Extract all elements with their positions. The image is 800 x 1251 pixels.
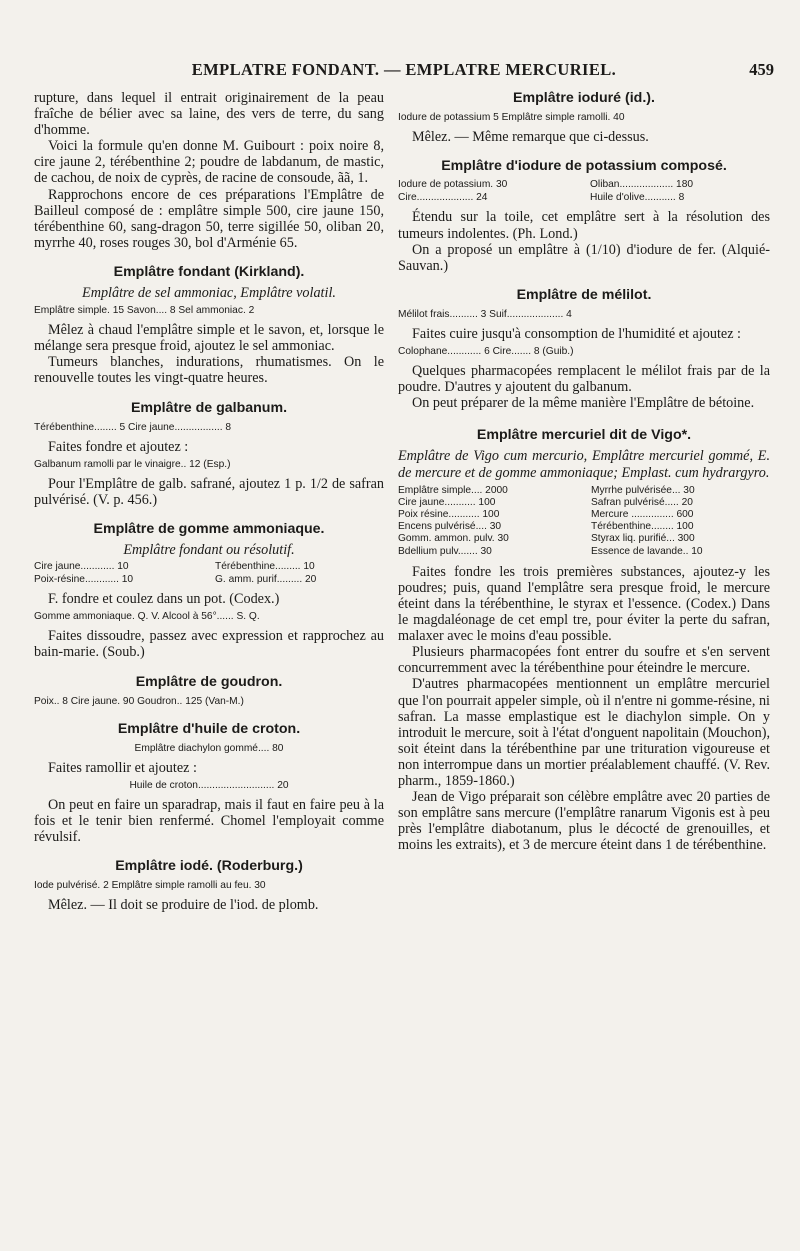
ingredient-item: G. amm. purif......... 20 <box>215 573 317 585</box>
ingredient-item: Bdellium pulv....... 30 <box>398 545 492 557</box>
ingredient-line: Galbanum ramolli par le vinaigre.. 12 (Esp.) <box>34 458 231 470</box>
section-heading: Emplâtre d'iodure de potassium composé. <box>441 158 727 175</box>
paragraph: rupture, dans lequel il entrait originairement de la peau fraîche de bélier avec sa laine, des vers de terre, du sang d'homme. <box>34 90 384 139</box>
ingredient-item: Cire jaune............ 10 <box>34 561 129 573</box>
paragraph: Jean de Vigo préparait son célèbre emplâtre avec 20 parties de son emplâtre sans mercure (l'emplâtre ranarum Vigonis est à peu près l'emplâtre diabotanum, plus le décocté de grenouilles, et moins les extraits), et 3 de mercure éteint dans 1 de térébenthine. <box>398 789 770 854</box>
ingredient-line: Térébenthine........ 5 Cire jaune................. 8 <box>34 421 232 433</box>
ingredient-line: Huile de croton........................... 20 <box>129 779 289 791</box>
section-heading: Emplâtre d'huile de croton. <box>117 720 301 737</box>
paragraph: Mêlez à chaud l'emplâtre simple et le savon, et, lorsque le mélange sera presque froid, ajoutez le sel ammoniac. <box>34 322 384 355</box>
ingredient-item: Cire jaune........... 100 <box>398 496 496 508</box>
section-subtitle: Emplâtre de sel ammoniac, Emplâtre volatil. <box>82 285 336 302</box>
paragraph: Faites ramollir et ajoutez : <box>48 759 197 776</box>
ingredient-item: Poix-résine............ 10 <box>34 573 134 585</box>
ingredient-item: Safran pulvérisé..... 20 <box>591 496 693 508</box>
paragraph: Étendu sur la toile, cet emplâtre sert à la résolution des tumeurs indolentes. (Ph. Lond.) <box>398 209 770 242</box>
paragraph: On a proposé un emplâtre à (1/10) d'iodure de fer. (Alquié-Sauvan.) <box>398 241 770 274</box>
ingredient-item: Térébenthine........ 100 <box>591 521 694 533</box>
paragraph: D'autres pharmacopées mentionnent un emplâtre mercuriel que l'on pourrait appeler simple, où il n'entre ni gomme-résine, ni safran. La masse emplastique est le diachylon simple. On y introduit le mercure, soit à l'état d'onguent napolitain (Mouchon), soit éteint dans la térébenthine par une trituration vigoureuse et non interrompue dans un mortier préalablement chauffé. (V. Rev. pharm., 1859-1860.) <box>398 676 770 790</box>
ingredient-item: Encens pulvérisé.... 30 <box>398 521 502 533</box>
paragraph: Plusieurs pharmacopées font entrer du soufre et s'en servent concurremment avec la térébenthine pour éteindre le mercure. <box>398 644 770 677</box>
section-heading: Emplâtre mercuriel dit de Vigo*. <box>476 427 692 444</box>
ingredient-table <box>398 179 770 204</box>
ingredient-line: Iode pulvérisé. 2 Emplâtre simple ramolli au feu. 30 <box>34 880 266 892</box>
ingredient-item: Cire.................... 24 <box>398 191 488 203</box>
paragraph: Rapprochons encore de ces préparations l'Emplâtre de Bailleul composé de : emplâtre simple 500, cire jaune 150, térébenthine 60, sang-dragon 50, terre sigillée 50, oliban 20, myrrhe 40, roses rouges 30, bol d'Arménie 65. <box>34 186 384 251</box>
ingredient-column-right <box>591 485 770 558</box>
ingredient-item: Styrax liq. purifié... 300 <box>591 533 695 545</box>
section-heading: Emplâtre de mélilot. <box>516 286 652 303</box>
section-subtitle: Emplâtre de Vigo cum mercurio, Emplâtre mercuriel gommé, E. de mercure et de gomme ammoniaque; Emplast. cum hydrargyro. <box>398 448 770 481</box>
ingredient-item: Emplâtre simple.... 2000 <box>398 484 508 496</box>
section-heading: Emplâtre de goudron. <box>135 673 283 690</box>
section-heading: Emplâtre de galbanum. <box>130 399 288 416</box>
section-heading: Emplâtre fondant (Kirkland). <box>113 263 305 280</box>
ingredient-item: Myrrhe pulvérisée... 30 <box>591 484 695 496</box>
page-number: 459 <box>749 60 774 79</box>
ingredient-item: Oliban................... 180 <box>590 179 694 191</box>
paragraph: Faites fondre et ajoutez : <box>48 438 189 455</box>
paragraph: Mêlez. — Il doit se produire de l'iod. de plomb. <box>48 897 319 914</box>
paragraph: Tumeurs blanches, indurations, rhumatismes. On le renouvelle toutes les vingt-quatre heures. <box>34 354 384 387</box>
ingredient-item: Gomm. ammon. pulv. 30 <box>398 533 509 545</box>
paragraph: Mêlez. — Même remarque que ci-dessus. <box>412 129 649 146</box>
ingredient-item: Essence de lavande.. 10 <box>591 545 703 557</box>
ingredient-line: Colophane............ 6 Cire....... 8 (Guib.) <box>398 346 574 358</box>
ingredient-line: Iodure de potassium 5 Emplâtre simple ramolli. 40 <box>398 112 625 124</box>
paragraph: F. fondre et coulez dans un pot. (Codex.) <box>48 591 280 608</box>
paragraph: Quelques pharmacopées remplacent le mélilot frais par de la poudre. D'autres y ajoutent du galbanum. <box>398 363 770 396</box>
ingredient-line: Mélilot frais.......... 3 Suif.................... 4 <box>398 308 572 320</box>
ingredient-column-left <box>398 485 577 558</box>
section-subtitle: Emplâtre fondant ou résolutif. <box>123 541 295 558</box>
section-heading: Emplâtre de gomme ammoniaque. <box>93 520 325 537</box>
left-column <box>34 90 384 913</box>
ingredient-item: Huile d'olive........... 8 <box>590 191 685 203</box>
paragraph: On peut en faire un sparadrap, mais il faut en faire peu à la fois et le tenir bien renfermé. Chomel l'employait comme révulsif. <box>34 796 384 845</box>
ingredient-item: Térébenthine......... 10 <box>215 561 315 573</box>
right-column <box>398 90 770 854</box>
ingredient-item: Poix résine........... 100 <box>398 509 500 520</box>
paragraph: On peut préparer de la même manière l'Emplâtre de bétoine. <box>412 395 755 412</box>
paragraph: Voici la formule qu'en donne M. Guibourt : poix noire 8, cire jaune 2, térébenthine 2; poudre de labdanum, de mastic, de cachou, de noix de cyprès, de racine de consoude, ãã, 1. <box>34 138 384 187</box>
ingredient-item: Mercure ............... 600 <box>591 509 694 520</box>
ingredient-line: Gomme ammoniaque. Q. V. Alcool à 56°...... S. Q. <box>34 611 260 623</box>
ingredient-line: Emplâtre diachylon gommé.... 80 <box>134 742 284 754</box>
paragraph: Faites fondre les trois premières substances, ajoutez-y les poudres; puis, quand l'emplâtre sera presque froid, le mercure éteint dans la térébenthine, le styrax et l'essence. (Codex.) Dans le magdaléonage de cet empl tre, pour éviter la perte du safran, malaxer avec le moins d'eau possible. <box>398 563 770 645</box>
ingredient-table <box>34 561 384 586</box>
ingredient-line: Poix.. 8 Cire jaune. 90 Goudron.. 125 (Van-M.) <box>34 695 244 707</box>
paragraph: Pour l'Emplâtre de galb. safrané, ajoutez 1 p. 1/2 de safran pulvérisé. (V. p. 456.) <box>34 475 384 508</box>
ingredient-item: Iodure de potassium. 30 <box>398 179 508 191</box>
ingredient-line: Emplâtre simple. 15 Savon.... 8 Sel ammoniac. 2 <box>34 305 255 317</box>
running-header <box>34 60 774 84</box>
paragraph: Faites dissoudre, passez avec expression et rapprochez au bain-marie. (Soub.) <box>34 628 384 661</box>
section-heading: Emplâtre iodé. (Roderburg.) <box>115 858 303 875</box>
section-heading: Emplâtre ioduré (id.). <box>513 90 655 106</box>
running-title: EMPLATRE FONDANT. — EMPLATRE MERCURIEL. <box>191 60 617 79</box>
ingredient-table <box>398 485 770 558</box>
paragraph: Faites cuire jusqu'à consomption de l'humidité et ajoutez : <box>412 325 741 342</box>
